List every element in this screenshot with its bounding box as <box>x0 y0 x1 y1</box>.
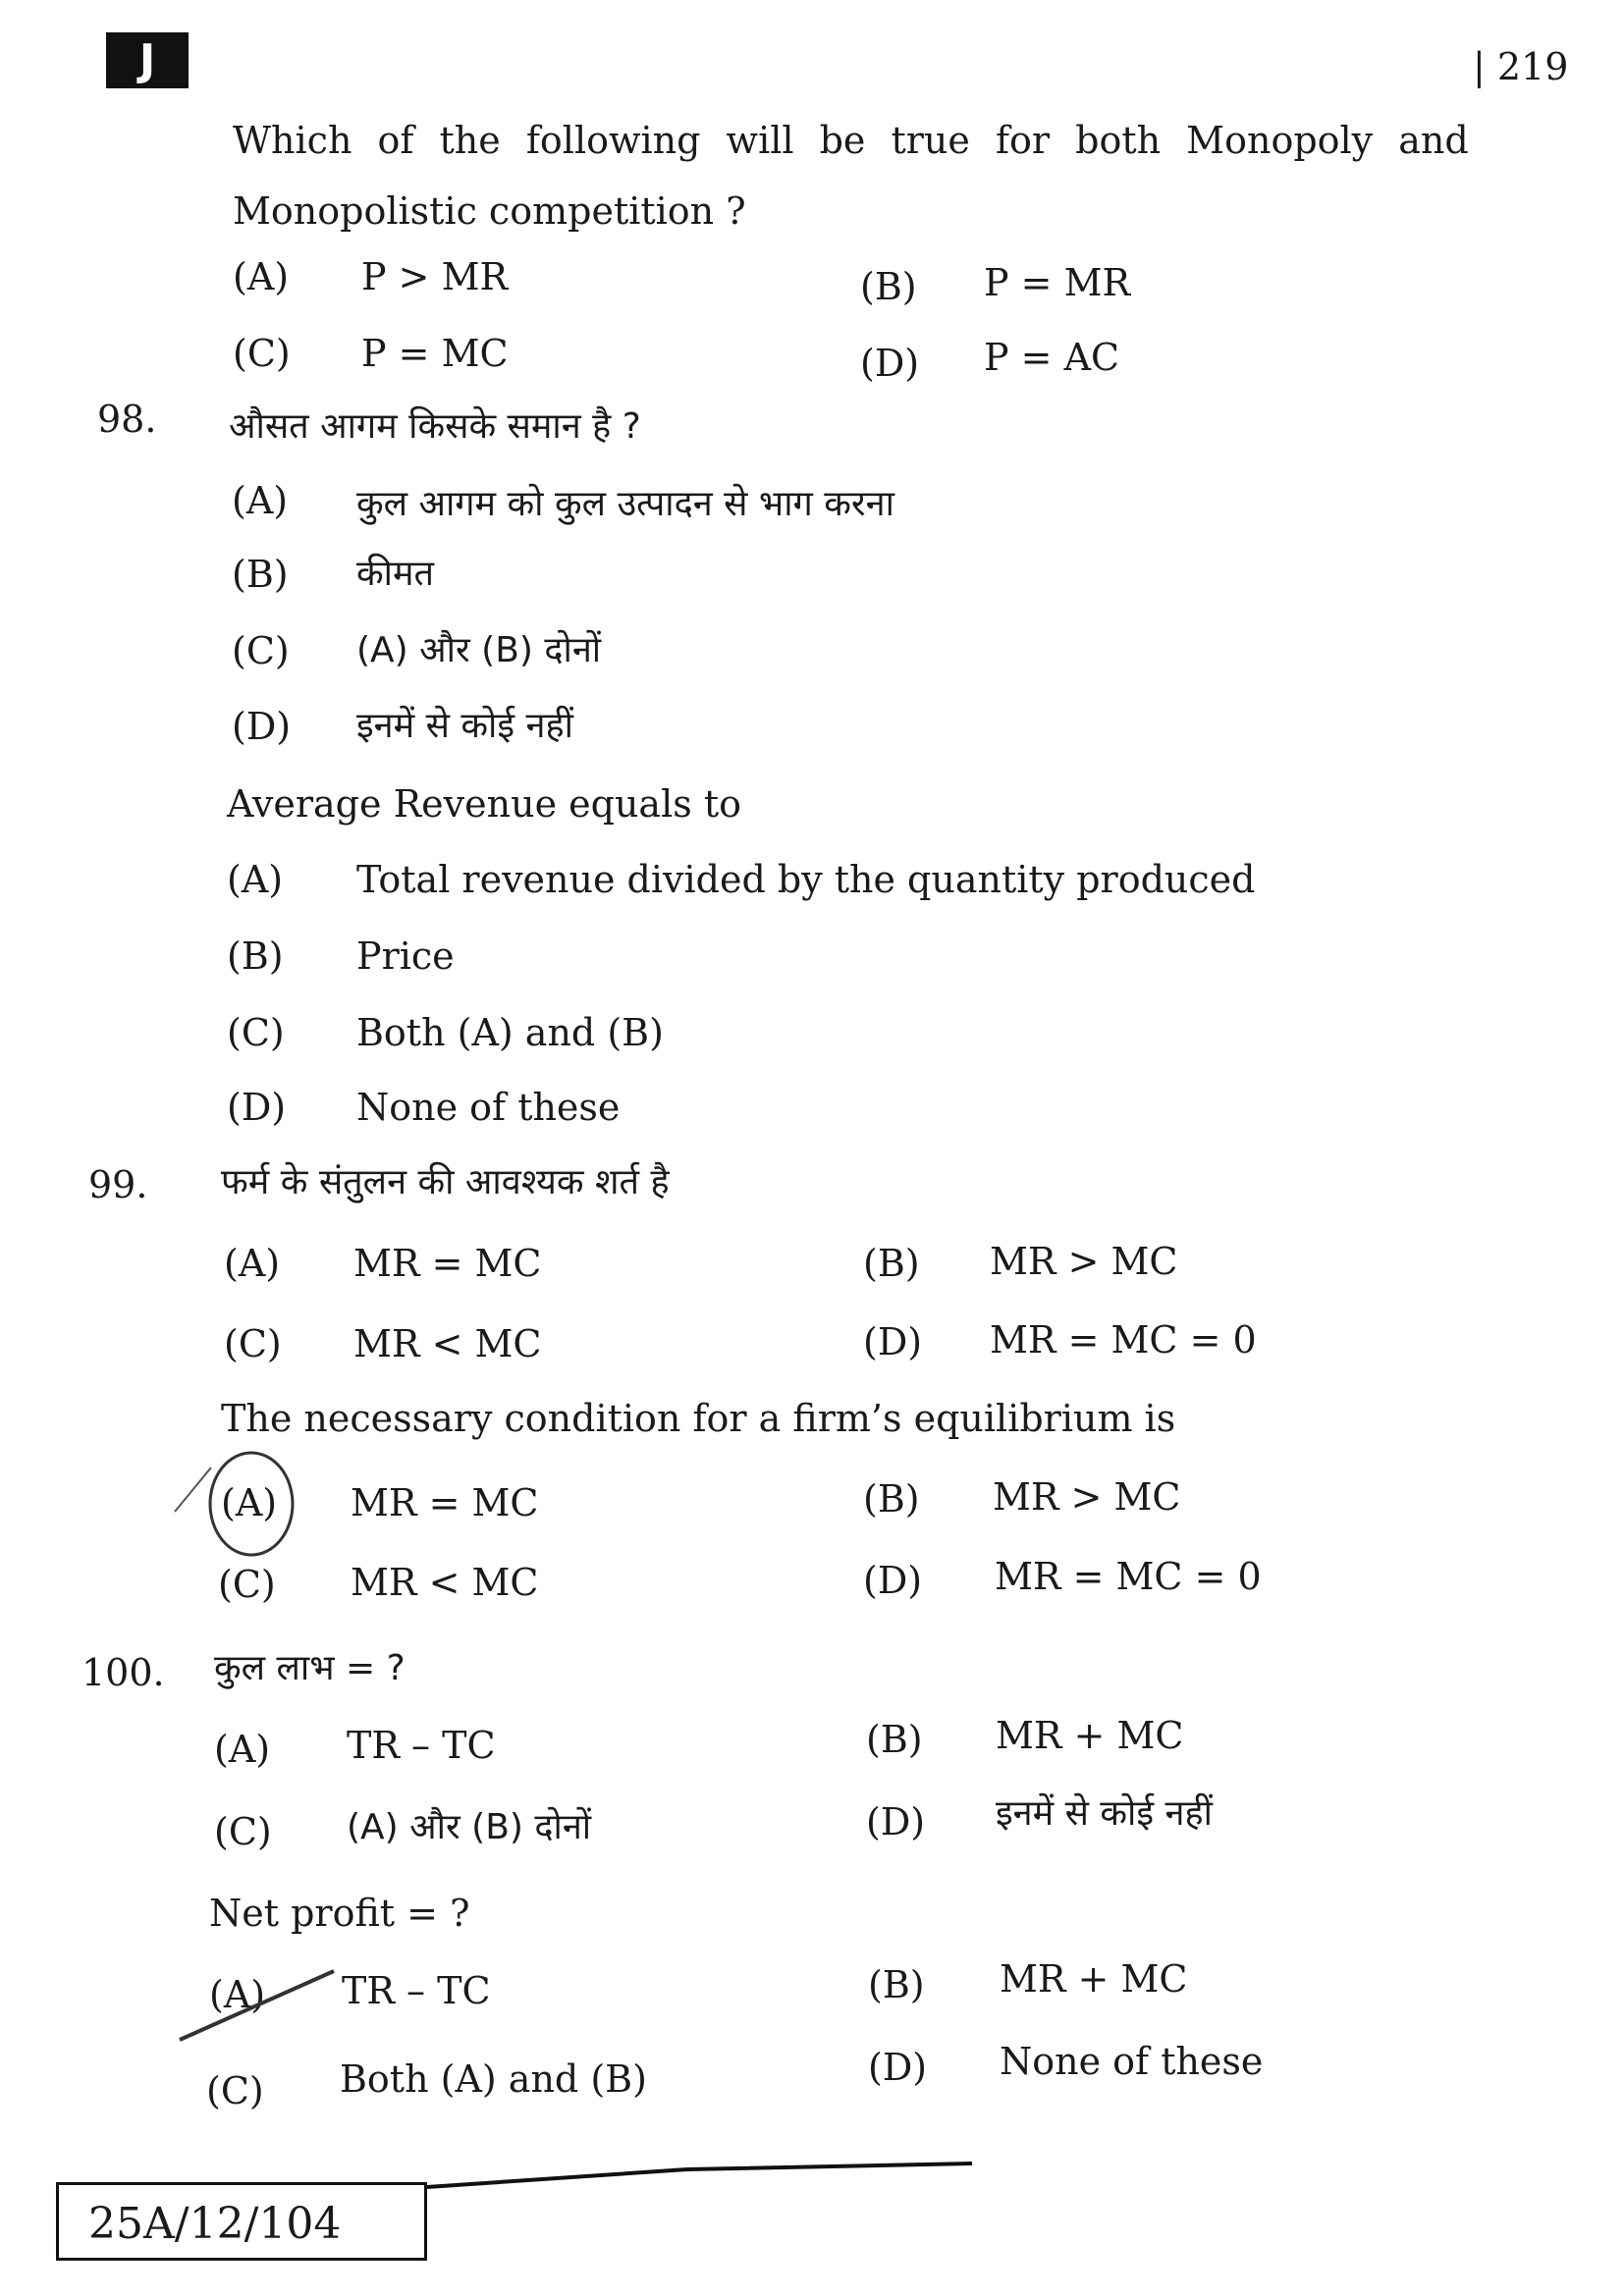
option-text: Total revenue divided by the quantity produced <box>356 858 1256 901</box>
option-text: कुल आगम को कुल उत्पादन से भाग करना <box>356 484 894 524</box>
q99-number: 99. <box>88 1163 148 1206</box>
option-text: Both (A) and (B) <box>340 2057 647 2101</box>
option-text: MR = MC <box>353 1242 542 1285</box>
option-label: (B) <box>232 553 289 596</box>
option-label: (D) <box>866 1800 926 1843</box>
q100-number: 100. <box>81 1651 165 1694</box>
option-text: P > MR <box>361 255 509 298</box>
q98-stem-hindi: औसत आगम किसके समान है ? <box>229 406 641 447</box>
option-label: (B) <box>866 1718 923 1761</box>
tick-stroke-mark <box>175 1468 211 1512</box>
option-label: (C) <box>214 1810 272 1853</box>
q98-stem-english: Average Revenue equals to <box>227 782 741 826</box>
option-text: MR > MC <box>993 1475 1181 1519</box>
q98-number: 98. <box>97 398 157 441</box>
q99-stem-english: The necessary condition for a firm’s equilibrium is <box>221 1397 1176 1440</box>
option-text: MR = MC <box>351 1481 539 1524</box>
option-text: कीमत <box>356 554 435 594</box>
option-label: (A) <box>214 1728 271 1771</box>
option-text: None of these <box>1000 2040 1264 2083</box>
q100-stem-english: Net profit = ? <box>209 1892 470 1935</box>
page-number: | 219 <box>1473 45 1569 88</box>
option-label: (C) <box>232 629 290 672</box>
option-label: (B) <box>868 1963 925 2006</box>
option-label: (B) <box>227 934 284 978</box>
q99-stem-hindi: फर्म के संतुलन की आवश्यक शर्त है <box>221 1162 670 1202</box>
option-label: (A) <box>221 1481 278 1524</box>
option-text: MR > MC <box>990 1240 1178 1283</box>
option-label: (A) <box>209 1973 266 2016</box>
option-label: (D) <box>232 705 292 748</box>
option-text: TR – TC <box>347 1724 496 1767</box>
option-label: (C) <box>224 1322 282 1365</box>
q100-stem-hindi: कुल लाभ = ? <box>214 1648 406 1688</box>
option-text: P = MR <box>984 261 1131 304</box>
option-text: P = AC <box>984 336 1120 379</box>
option-label: (B) <box>863 1477 920 1521</box>
option-text: Both (A) and (B) <box>356 1011 664 1054</box>
answer-circle-mark <box>210 1453 293 1555</box>
option-label: (B) <box>863 1242 920 1285</box>
option-label: (B) <box>860 265 917 308</box>
option-label: (C) <box>227 1011 285 1054</box>
option-text: MR < MC <box>353 1322 542 1365</box>
section-badge: J <box>106 32 189 88</box>
q97-stem-line2: Monopolistic competition ? <box>233 189 746 233</box>
option-label: (C) <box>206 2069 264 2112</box>
option-text: P = MC <box>361 332 509 375</box>
option-text: MR = MC = 0 <box>990 1318 1257 1362</box>
option-text: (A) और (B) दोनों <box>356 630 602 670</box>
answer-strike-mark <box>180 1971 334 2040</box>
option-label: (D) <box>227 1086 287 1129</box>
option-label: (C) <box>233 332 291 375</box>
option-text: TR – TC <box>342 1969 491 2012</box>
divider-rule <box>427 2163 972 2187</box>
option-label: (D) <box>868 2046 928 2089</box>
option-label: (D) <box>863 1320 923 1363</box>
option-text: None of these <box>356 1086 621 1129</box>
option-label: (D) <box>863 1559 923 1602</box>
option-text: इनमें से कोई नहीं <box>356 706 573 746</box>
option-text: MR + MC <box>1000 1957 1188 2001</box>
option-label: (A) <box>224 1242 281 1285</box>
option-label: (D) <box>860 342 920 385</box>
option-text: MR < MC <box>351 1561 539 1604</box>
option-label: (C) <box>218 1563 276 1606</box>
option-text: (A) और (B) दोनों <box>347 1807 592 1847</box>
option-text: MR + MC <box>996 1714 1184 1757</box>
option-label: (A) <box>233 255 290 298</box>
option-label: (A) <box>232 479 289 522</box>
q97-stem-line1: Which of the following will be true for both Monopoly and <box>233 119 1469 162</box>
option-text: इनमें से कोई नहीं <box>996 1793 1213 1834</box>
option-text: MR = MC = 0 <box>995 1555 1262 1598</box>
option-text: Price <box>356 934 455 978</box>
option-label: (A) <box>227 858 284 901</box>
paper-code: 25A/12/104 <box>56 2182 427 2261</box>
